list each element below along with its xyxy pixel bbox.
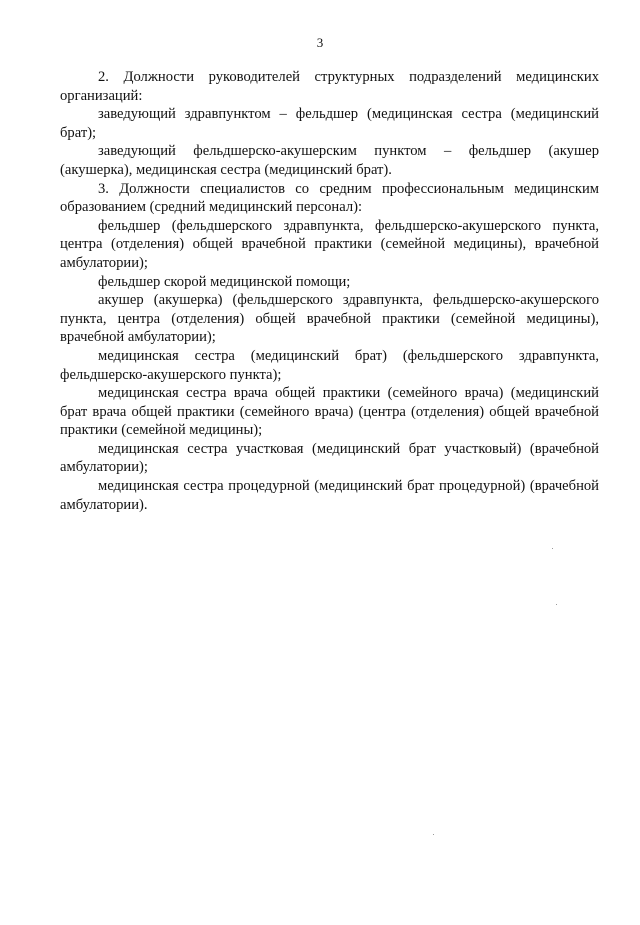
scan-speck [433,834,434,835]
list-item: медицинская сестра процедурной (медицинский брат процедурной) (врачебной амбулатории). [60,478,599,513]
list-item: заведующий фельдшерско-акушерским пунктом – фельдшер (акушер (акушерка), медицинская сестра (медицинский брат). [60,143,599,178]
list-item: фельдшер (фельдшерского здравпункта, фельдшерско-акушерского пункта, центра (отделения) общей врачебной практики (семейной медицины), врачебной амбулатории); [60,217,599,271]
document-body [60,68,599,514]
page-number: 3 [316,35,324,50]
scan-speck [552,548,553,549]
list-item: фельдшер скорой медицинской помощи; [98,273,351,290]
list-item: медицинская сестра участковая (медицинский брат участковый) (врачебной амбулатории); [60,440,599,476]
list-item: медицинская сестра врача общей практики (семейного врача) (медицинский брат врача общей практики (семейного врача) (центра (отделения) общей врачебной практики (семейной медицины); [60,385,599,439]
list-item: медицинская сестра (медицинский брат) (фельдшерского здравпункта, фельдшерско-акушерского пункта); [60,347,599,383]
list-item: акушер (акушерка) (фельдшерского здравпункта, фельдшерско-акушерского пункта, центра (отделения) общей врачебной практики (семейной медицины), врачебной амбулатории); [60,292,599,346]
scan-speck [556,604,557,605]
section-heading-managers: 2. Должности руководителей структурных подразделений медицинских организаций: [60,69,599,104]
list-item: заведующий здравпунктом – фельдшер (медицинская сестра (медицинский брат); [60,106,599,141]
section-heading-specialists: 3. Должности специалистов со средним профессиональным медицинским образованием (средний медицинский персонал): [60,180,599,216]
